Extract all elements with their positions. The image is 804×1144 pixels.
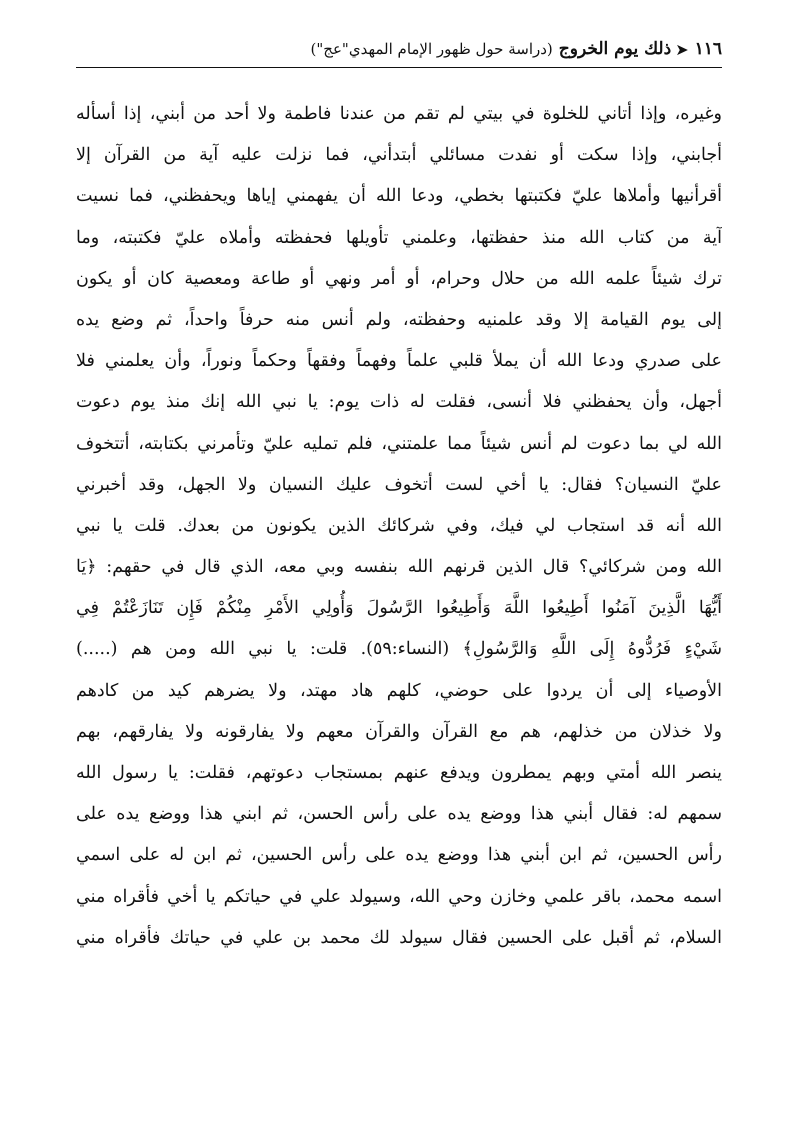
text-line: على صدري ودعا الله أن يملأ قلبي علماً وفهماً وفقهاً وحكماً ونوراً، وأن يعلمني فلا [76,351,722,372]
text-line: أجهل، وأن يحفظني فلا أنسى، فقلت له ذات يوم: يا نبي الله إنك منذ يوم دعوت [76,392,722,413]
text-line: ينصر الله أمتي وبهم يمطرون ويدفع عنهم بمستجاب دعوتهم، فقلت: يا رسول الله [76,763,722,783]
text-line: ولا خذلان من خذلهم، هم مع القرآن والقرآن معهم ولا يفارقونه ولا يفارقهم، بهم [76,721,722,742]
text-line: اسمه محمد، باقر علمي وخازن وحي الله، وسيولد علي في حياتكم يا أخي فأقراه مني [76,886,722,907]
text-line: أجابني، وإذا سكت أو نفدت مسائلي أبتدأني، فما نزلت عليه آية من القرآن إلا [76,145,722,166]
text-line: الله لي بما دعوت لم أنس شيئاً مما علمتني، فلم تمليه عليّ وتأمرني بكتابته، أتتخوف [76,433,722,454]
quran-verse-line: أَيُّهَا الَّذِينَ آمَنُوا أَطِيعُوا اللَّهَ وَأَطِيعُوا الرَّسُولَ وَأُولِي الأَمْرِ مِنْكُمْ فَإِن تَنَازَعْتُمْ فِي [76,598,722,619]
text-line: رأس الحسين، ثم ابن أبني هذا ووضع يده على رأس الحسين، ثم ابن له على اسمي [76,845,722,866]
text-line: الله ومن شركائي؟ قال الذين قرنهم الله بنفسه وبي معه، الذي قال في حقهم: ﴿يَا [76,557,722,578]
text-line: سمهم له: فقال أبني هذا ووضع يده على رأس الحسن، ثم ابني هذا ووضع يده على [76,804,722,825]
text-line: آية من كتاب الله منذ حفظتها، وعلمني تأويلها فحفظته وأملاه عليّ فكتبته، وما [76,227,722,248]
text-line: ترك شيئاً علمه الله من حلال وحرام، أو أمر ونهي أو طاعة ومعصية كان أو يكون [76,268,722,289]
text-line: إلى يوم القيامة إلا وقد علمنيه وحفظته، ولم أنس منه حرفاً واحداً، ثم وضع يده [76,309,722,330]
text-line: الأوصياء إلى أن يردوا على حوضي، كلهم هاد مهتد، ولا يضرهم كيد من كادهم [76,680,722,701]
header-divider [76,67,722,68]
text-line: أقرأنيها وأملاها عليّ فكتبتها بخطي، ودعا الله أن يفهمني إياها ويحفظني، فما نسيت [76,186,722,207]
body-text [76,94,722,959]
book-subtitle: (دراسة حول ظهور الإمام المهدي"عج") [310,40,553,58]
text-line: السلام، ثم أقبل على الحسين فقال سيولد لك محمد بن علي في حياتك فأقراه مني [76,927,722,948]
quran-verse-line: شَيْءٍ فَرُدُّوهُ إِلَى اللَّهِ وَالرَّسُولِ﴾ (النساء:٥٩). قلت: يا نبي الله ومن هم (.....) [76,639,722,660]
running-header [76,32,722,66]
page-number: ١١٦ [694,39,722,59]
book-title: ذلك يوم الخروج [558,39,672,59]
text-line: عليّ النسيان؟ فقال: يا أخي لست أتخوف عليك النسيان ولا الجهل، وقد أخبرني [76,474,722,495]
text-line: الله أنه قد استجاب لي فيك، وفي شركائك الذين يكونون من بعدك. قلت يا نبي [76,515,722,536]
text-line: وغيره، وإذا أتاني للخلوة في بيتي لم تقم من عندنا فاطمة ولا أحد من أبني، إذا أسأله [76,104,722,124]
arrow-icon: ➤ [675,39,689,59]
